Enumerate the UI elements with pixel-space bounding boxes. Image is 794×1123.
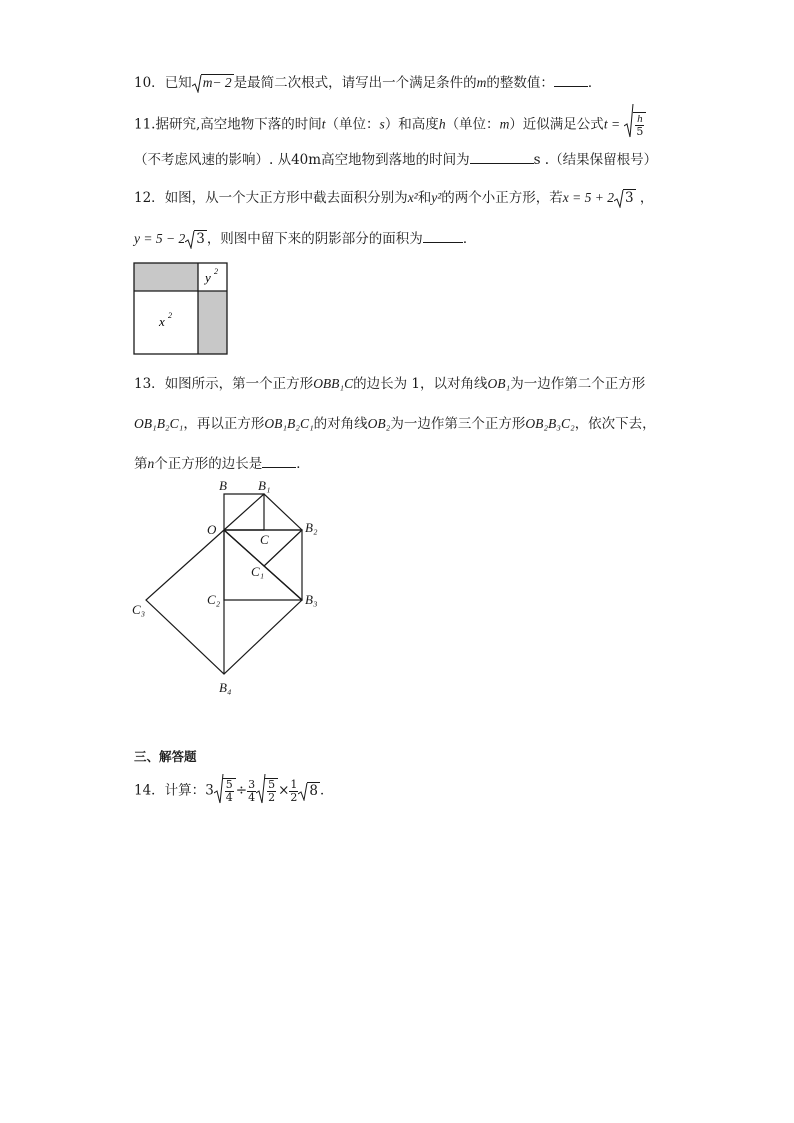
label-y-squared: y [205,270,211,285]
label-C2: C₂ [207,592,221,607]
q10-number: 10． [134,75,165,91]
question-14: 14．计算：3 $\frac{5}{4}$ ÷ $\frac{3}{4}$ $\frac{5}{2}$ × $\frac{1}{2}$ 8 ． [134,778,334,804]
label-B4: B₄ [219,680,232,695]
question-11-line2: （不考虑风速的影响）. 从40m高空地物到落地的时间为 s .（结果保留根号） [134,149,657,170]
question-10: 10．已知 m− 2 是最简二次根式，请写出一个满足条件的m的整数值： ． [134,72,601,93]
sqrt-8: 8 [298,781,320,801]
label-B2: B₂ [305,520,318,535]
answer-blank[interactable] [423,228,463,243]
question-13-line3: 第n个正方形的边长是 ． [134,453,310,474]
sqrt-3: 3 [614,188,636,208]
sqrt-h-over-5: $\frac{h}{5}$ [624,112,646,138]
sqrt-3: 3 [185,229,207,249]
question-12-line1: 12．如图，从一个大正方形中截去面积分别为x²和y²的两个小正方形，若x = 5 + 2 3 ， [134,190,654,206]
sqrt-m-minus-2: m− 2 [192,73,234,93]
exponent: 2 [214,267,218,276]
q12-square-figure [133,262,229,356]
sqrt-5-over-2: $\frac{5}{2}$ [256,778,278,804]
sqrt-5-over-4: $\frac{5}{4}$ [214,778,236,804]
label-B: B [219,478,227,493]
right-shaded-strip [198,291,227,354]
answer-blank[interactable] [262,453,296,468]
label-C1: C₁ [251,564,265,579]
question-13-line1: 13．如图所示，第一个正方形OBB₁C的边长为 1，以对角线OB₁为一边作第二个正方形 [134,376,646,392]
question-13-line2: OB₁B₂C₁，再以正方形OB₁B₂C₁的对角线OB₂为一边作第三个正方形OB₂B₃C₂，依次下去， [134,416,656,432]
label-B1: B₁ [258,478,271,493]
segment-C1B3 [264,566,302,600]
answer-blank[interactable] [554,72,588,87]
label-B3: B₃ [305,592,318,607]
label-C: C [260,532,269,547]
question-11-line1: 11.据研究,高空地物下落的时间t（单位：s）和高度h（单位：m）近似满足公式t = $\frac{h}{5}$ [134,112,646,138]
label-x-squared: x [159,314,165,329]
label-C3: C₃ [132,602,146,617]
label-O: O [207,522,217,537]
question-12-line2: y = 5 − 2 3 ，则图中留下来的阴影部分的面积为 ． [134,228,476,249]
answer-blank[interactable] [470,149,534,164]
top-shaded-strip [134,263,198,291]
q13-spiral-squares-figure [128,476,328,702]
segment-B2B3 [264,530,302,566]
section-heading: 三、解答题 [134,749,197,764]
exponent: 2 [168,311,172,320]
q10-text: 已知 [164,75,192,91]
